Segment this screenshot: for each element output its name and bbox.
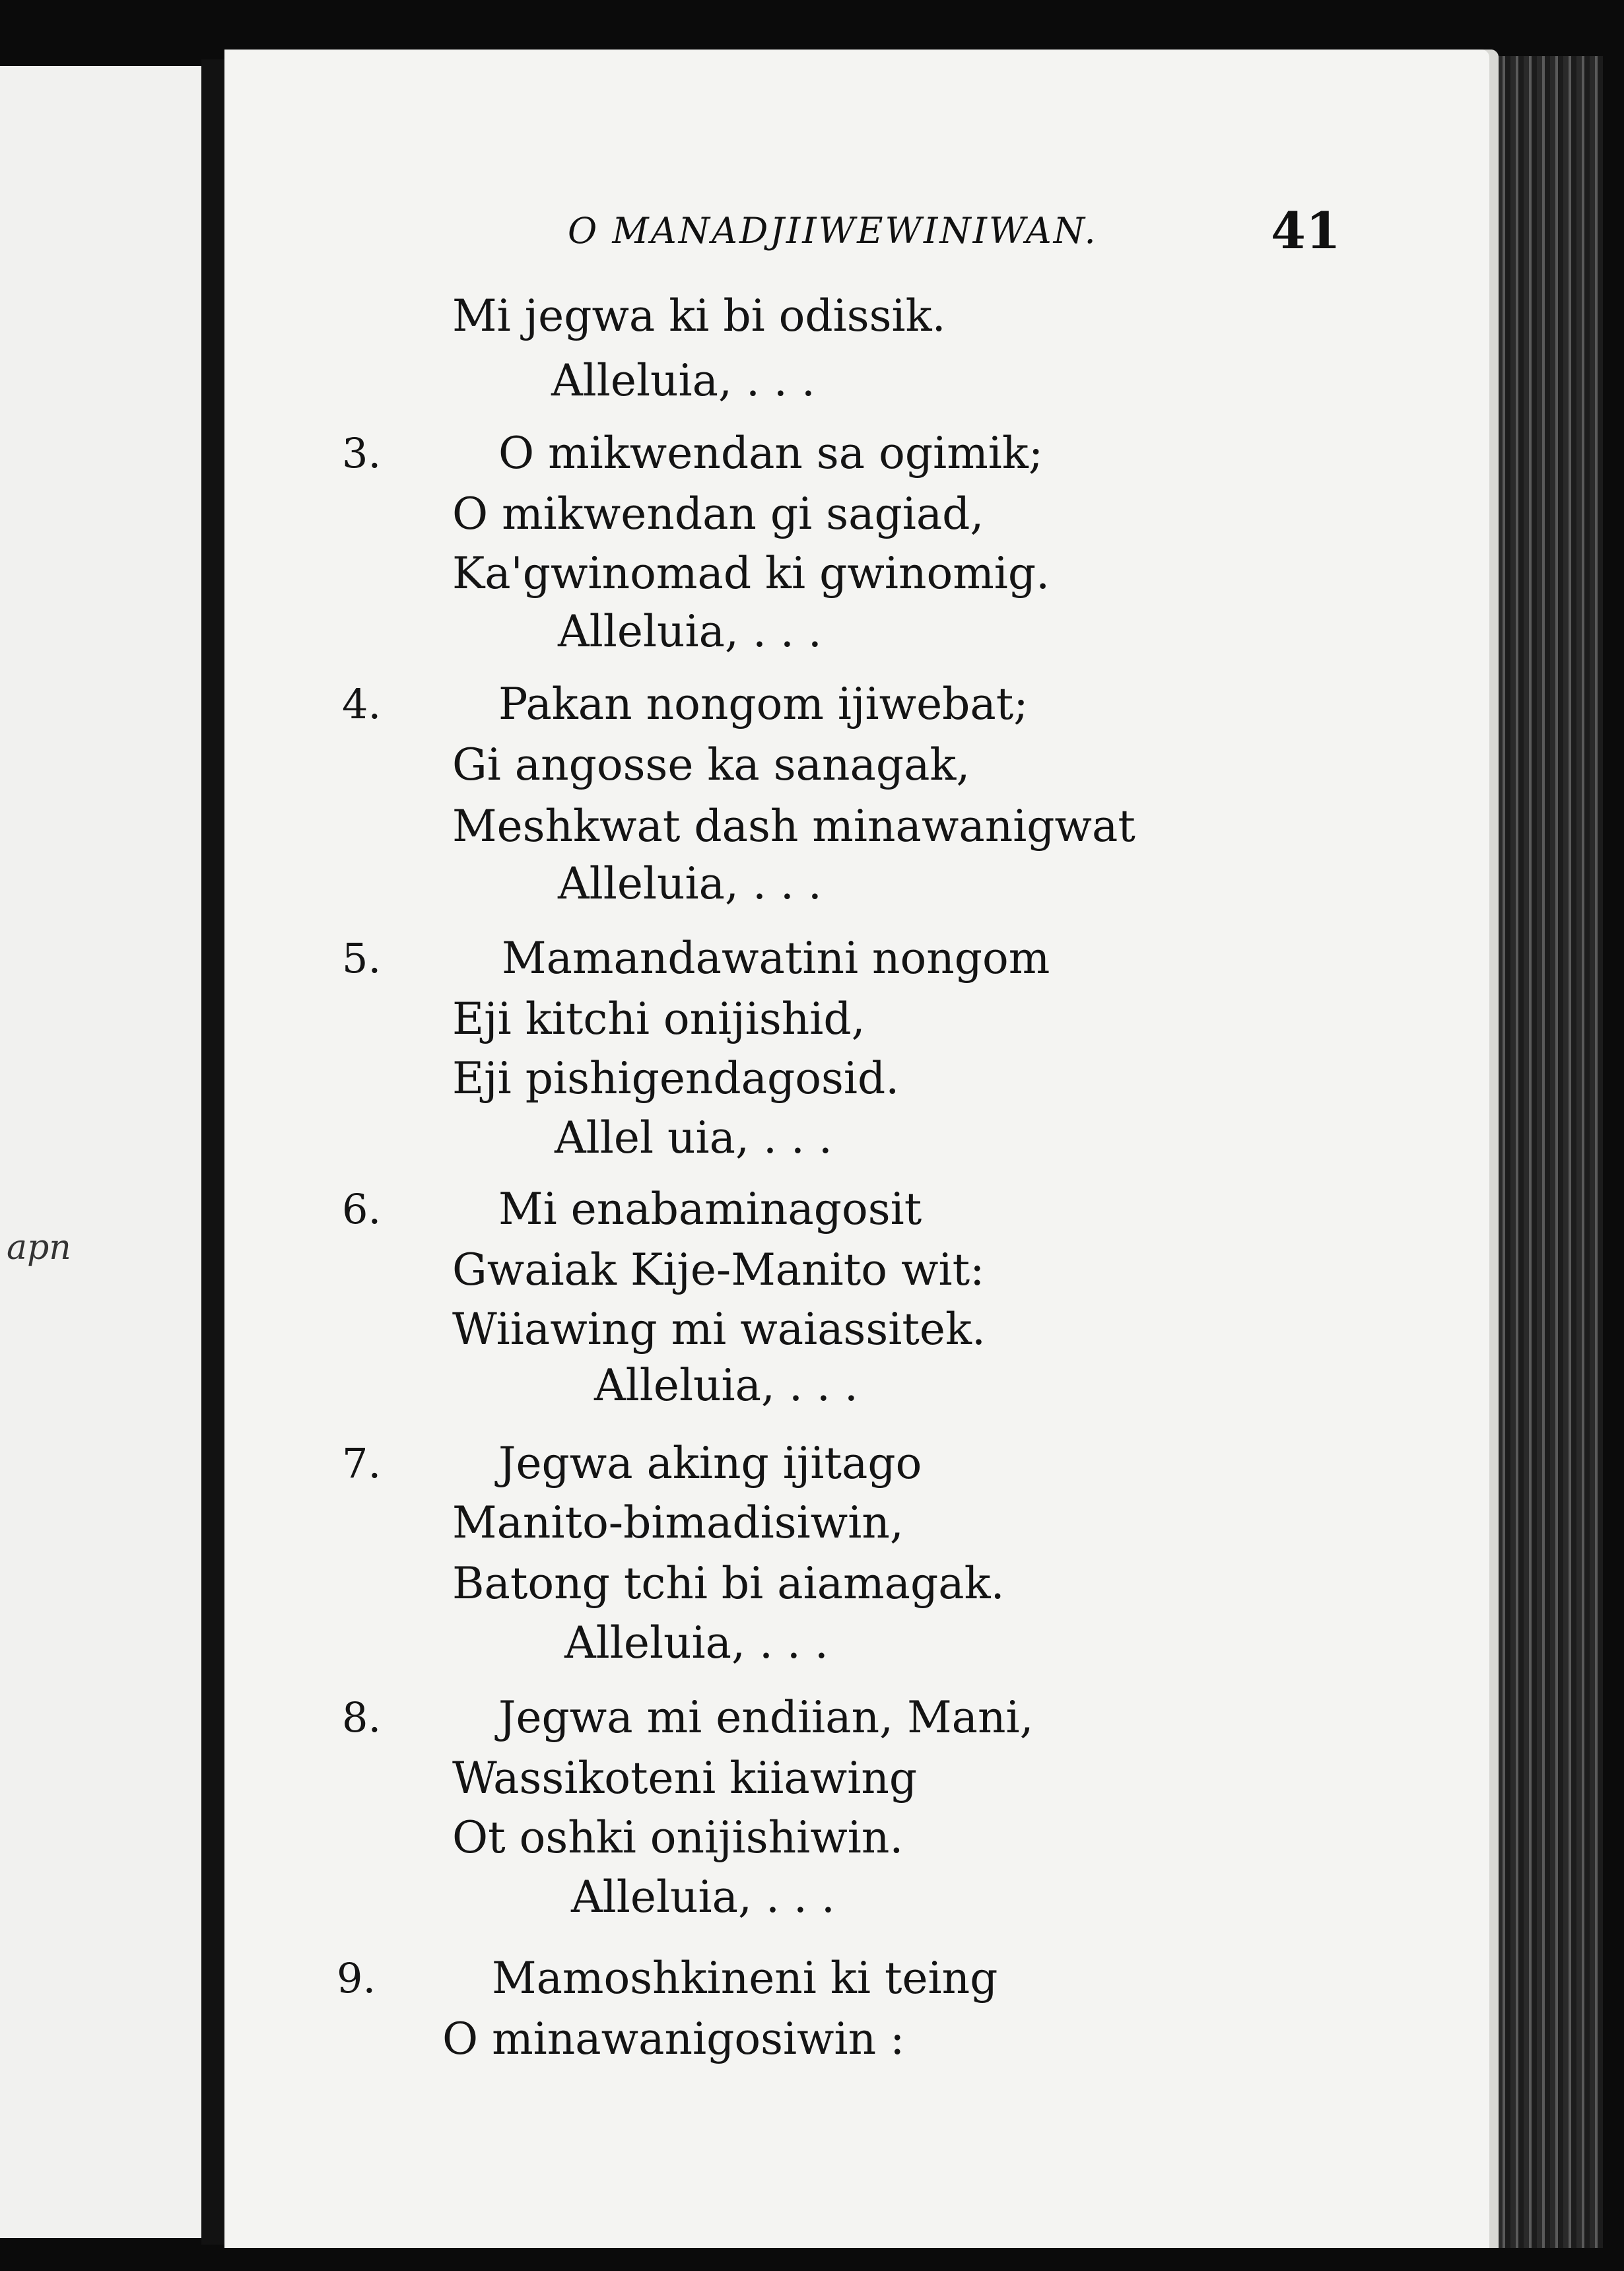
page-edges	[1497, 56, 1603, 2248]
verse-line: Meshkwat dash minawanigwat	[452, 801, 1135, 852]
verse-line: Mamandawatini nongom	[502, 933, 1050, 984]
verse-line: Jegwa aking ijitago	[498, 1438, 922, 1489]
verse-line: Gwaiak Kije-Manito wit:	[452, 1244, 985, 1295]
verse-number: 7.	[342, 1439, 382, 1487]
book-gutter	[201, 59, 228, 2245]
verse-line: O mikwendan gi sagiad,	[452, 489, 984, 539]
verse-line: O mikwendan sa ogimik;	[498, 428, 1044, 479]
verse-number: 6.	[342, 1185, 382, 1233]
verse-number: 5.	[342, 934, 382, 982]
verse-line: Mi jegwa ki bi odissik.	[452, 290, 946, 341]
refrain-line: Alleluia, . . .	[558, 606, 822, 657]
page-number: 41	[1271, 201, 1341, 260]
verse-number: 4.	[342, 680, 382, 728]
verse-number: 8.	[342, 1693, 382, 1742]
verse-line: Wassikoteni kiiawing	[452, 1753, 918, 1804]
running-header: O MANADJIIWEWINIWAN.	[568, 210, 1098, 252]
right-page	[224, 50, 1499, 2248]
verse-line: Pakan nongom ijiwebat;	[498, 679, 1029, 729]
verse-line: Batong tchi bi aiamagak.	[452, 1558, 1005, 1609]
refrain-line: Alleluia, . . .	[558, 858, 822, 909]
verse-line: Ka'gwinomad ki gwinomig.	[452, 548, 1050, 599]
refrain-line: Alleluia, . . .	[551, 355, 815, 406]
left-page	[0, 66, 207, 2238]
refrain-line: Alleluia, . . .	[594, 1360, 858, 1411]
margin-note: apn	[7, 1228, 71, 1268]
refrain-line: Alleluia, . . .	[564, 1617, 829, 1668]
verse-line: Jegwa mi endiian, Mani,	[498, 1692, 1034, 1743]
verse-line: Wiiawing mi waiassitek.	[452, 1304, 986, 1355]
verse-line: Mamoshkineni ki teing	[492, 1953, 998, 2004]
refrain-line: Alleluia, . . .	[571, 1872, 835, 1922]
verse-line: Ot oshki onijishiwin.	[452, 1812, 904, 1863]
verse-number: 3.	[342, 429, 382, 477]
verse-line: Gi angosse ka sanagak,	[452, 739, 970, 790]
verse-line: Eji pishigendagosid.	[452, 1053, 900, 1104]
refrain-line: Allel uia, . . .	[555, 1112, 832, 1163]
verse-line: Eji kitchi onijishid,	[452, 994, 865, 1044]
verse-line: Mi enabaminagosit	[498, 1184, 922, 1235]
verse-line: O minawanigosiwin :	[442, 2014, 905, 2064]
verse-number: 9.	[337, 1954, 376, 2002]
verse-line: Manito-bimadisiwin,	[452, 1497, 904, 1548]
